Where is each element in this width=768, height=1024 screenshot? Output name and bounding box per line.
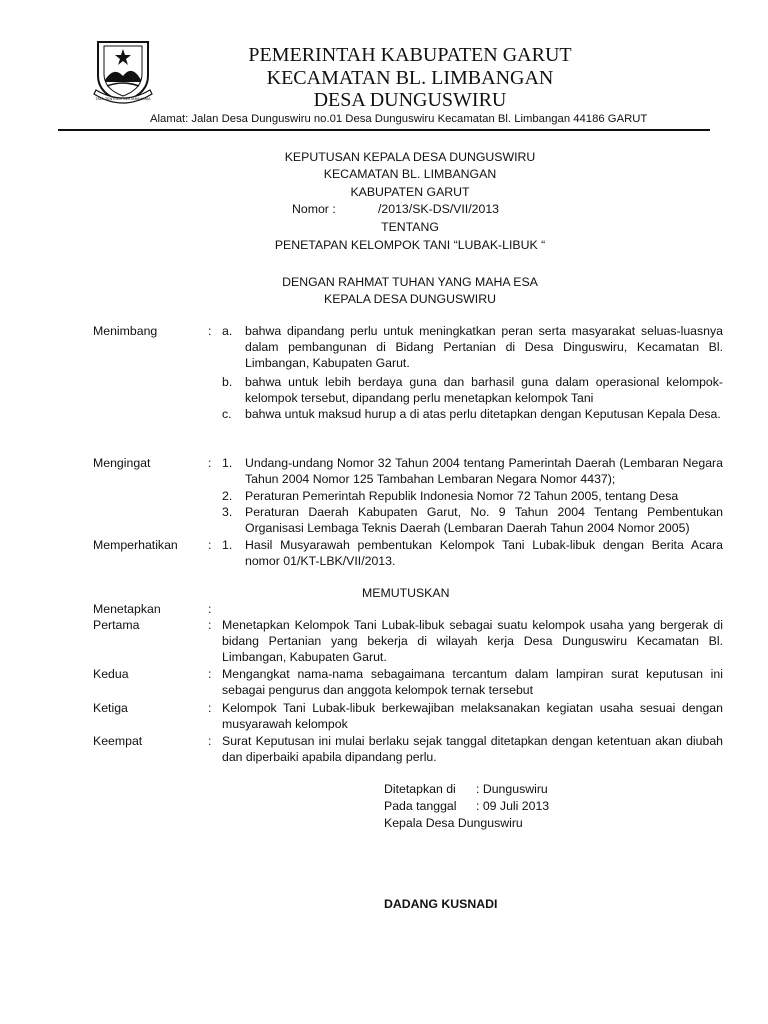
- mengingat-item-3: Peraturan Daerah Kabupaten Garut, No. 9 Tahun 2004 Tentang Pembentukan Organisasi Lembaga Teknis Daerah (Lembaran Daerah Tahun 2004 Nomor 2005): [245, 505, 723, 535]
- menimbang-colon: :: [208, 324, 212, 338]
- diktum-ketiga-label: Ketiga: [93, 701, 128, 715]
- mengingat-marker-2: 2.: [222, 489, 233, 503]
- menimbang-marker-a: a.: [222, 324, 233, 338]
- header-divider: [58, 129, 710, 131]
- mengingat-colon: :: [208, 456, 212, 470]
- diktum-pertama-label: Pertama: [93, 618, 140, 632]
- diktum-kedua-colon: :: [208, 667, 212, 681]
- diktum-keempat-colon: :: [208, 734, 212, 748]
- memperhatikan-colon: :: [208, 538, 212, 552]
- tanggal-label: Pada tanggal: [384, 799, 457, 813]
- mengingat-marker-1: 1.: [222, 456, 233, 470]
- menimbang-marker-b: b.: [222, 375, 233, 389]
- menimbang-item-c: bahwa untuk maksud hurup a di atas perlu ditetapkan dengan Keputusan Kepala Desa.: [245, 407, 721, 421]
- nomor-label: Nomor :: [292, 202, 336, 216]
- diktum-pertama-text: Menetapkan Kelompok Tani Lubak-libuk sebagai suatu kelompok usaha yang bergerak di bidang Pertanian yang bekerja di wilayah kerja Desa Dunguswiru Kecamatan Bl. Limbangan, Kabupaten Garut.: [222, 618, 723, 664]
- menetapkan-label: Menetapkan: [93, 602, 161, 616]
- diktum-keempat-label: Keempat: [93, 734, 143, 748]
- title-line-3: KABUPATEN GARUT: [350, 185, 470, 199]
- diktum-pertama-colon: :: [208, 618, 212, 632]
- diktum-kedua-text: Mengangkat nama-nama sebagaimana tercantum dalam lampiran surat keputusan ini sebagai pengurus dan anggota kelompok ternak tersebut: [222, 667, 723, 697]
- tanggal-value: : 09 Juli 2013: [476, 799, 550, 813]
- header-address: Alamat: Jalan Desa Dunguswiru no.01 Desa Dunguswiru Kecamatan Bl. Limbangan 44186 GARUT: [150, 113, 648, 125]
- signatory-name: DADANG KUSNADI: [384, 897, 498, 911]
- title-line-1: KEPUTUSAN KEPALA DESA DUNGUSWIRU: [284, 150, 536, 164]
- memutuskan-heading: MEMUTUSKAN: [362, 586, 450, 600]
- memperhatikan-marker-1: 1.: [222, 538, 233, 552]
- title-kepala-desa: KEPALA DESA DUNGUSWIRU: [324, 292, 496, 306]
- diktum-ketiga-colon: :: [208, 701, 212, 715]
- diktum-kedua-label: Kedua: [93, 667, 129, 681]
- mengingat-marker-3: 3.: [222, 505, 233, 519]
- menetapkan-colon: :: [208, 602, 212, 616]
- header-line-1: PEMERINTAH KABUPATEN GARUT: [248, 44, 572, 66]
- diktum-ketiga-text: Kelompok Tani Lubak-libuk berkewajiban melaksanakan kegiatan usaha sesuai dengan musyarawah kelompok: [222, 701, 723, 731]
- memperhatikan-label: Memperhatikan: [93, 538, 178, 552]
- signatory-position: Kepala Desa Dunguswiru: [384, 816, 523, 830]
- title-line-2: KECAMATAN BL. LIMBANGAN: [323, 167, 497, 181]
- ditetapkan-value: : Dunguswiru: [476, 782, 548, 796]
- mengingat-item-2: Peraturan Pemerintah Republik Indonesia Nomor 72 Tahun 2005, tentang Desa: [245, 489, 679, 503]
- emblem-motto: TATA TENTREM KERTARAHARJA: [95, 97, 151, 101]
- menimbang-marker-c: c.: [222, 407, 232, 421]
- mengingat-label: Mengingat: [93, 456, 151, 470]
- menimbang-item-a: bahwa dipandang perlu untuk meningkatkan peran serta masyarakat seluas-luasnya dalam pembangunan di Bidang Pertanian di Desa Dinguswiru, Kecamatan Bl. Limbangan, Kabupaten Garut.: [245, 324, 723, 370]
- diktum-keempat-text: Surat Keputusan ini mulai berlaku sejak tanggal ditetapkan dengan ketentuan akan diubah dan diperbaiki apabila dipandang perlu.: [222, 734, 723, 764]
- header-line-2: KECAMATAN BL. LIMBANGAN: [266, 67, 554, 89]
- title-tentang: TENTANG: [381, 220, 439, 234]
- garut-emblem-icon: [90, 36, 156, 108]
- nomor-value: /2013/SK-DS/VII/2013: [378, 202, 499, 216]
- memperhatikan-item-1: Hasil Musyarawah pembentukan Kelompok Tani Lubak-libuk dengan Berita Acara nomor 01/KT-LBK/VII/2013.: [245, 538, 723, 568]
- header-line-3: DESA DUNGUSWIRU: [313, 89, 507, 111]
- ditetapkan-label: Ditetapkan di: [384, 782, 456, 796]
- title-subject: PENETAPAN KELOMPOK TANI “LUBAK-LIBUK “: [274, 238, 546, 252]
- mengingat-item-1: Undang-undang Nomor 32 Tahun 2004 tentang Pamerintah Daerah (Lembaran Negara Tahun 2004 Nomor 125 Tambahan Lembaran Negara Nomor 4437);: [245, 456, 723, 486]
- menimbang-item-b: bahwa untuk lebih berdaya guna dan barhasil guna dalam operasional kelompok-kelompok tersebut, dipandang perlu menetapkan kelompok Tani: [245, 375, 723, 405]
- menimbang-label: Menimbang: [93, 324, 158, 338]
- title-invocation: DENGAN RAHMAT TUHAN YANG MAHA ESA: [282, 275, 538, 289]
